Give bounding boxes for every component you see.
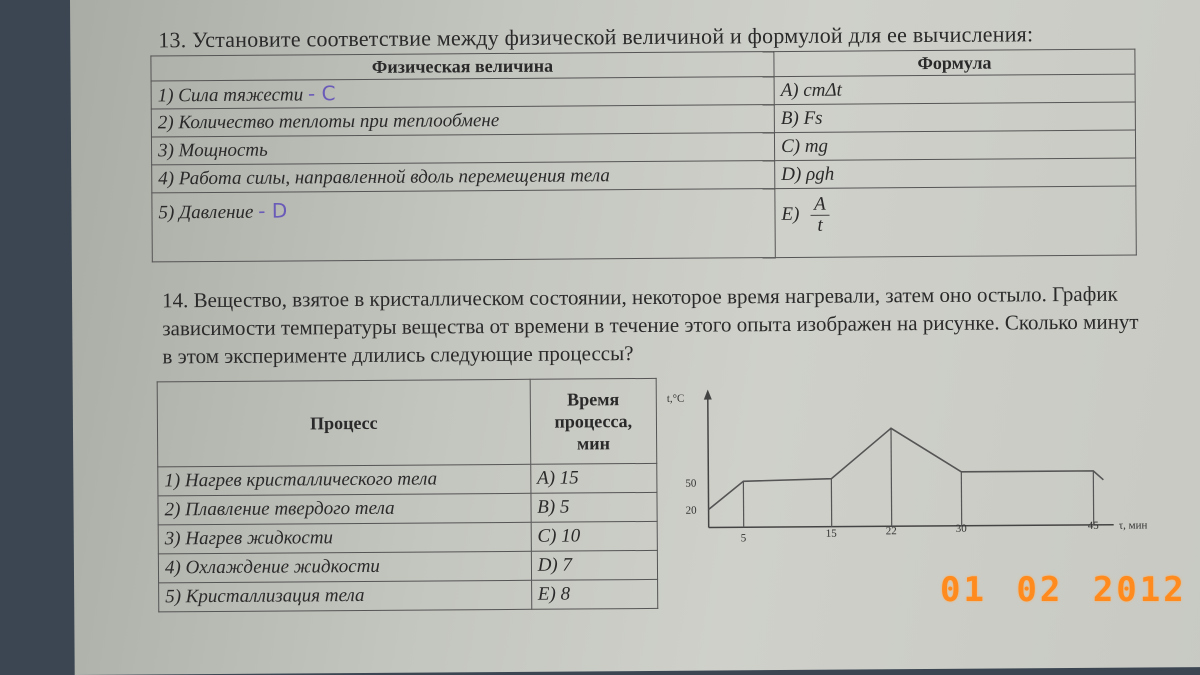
table-row <box>159 579 658 611</box>
table-row <box>158 550 657 582</box>
time-cell: D) 7 <box>531 550 657 580</box>
fraction-numerator: A <box>810 195 830 216</box>
drop-line <box>891 428 892 526</box>
process-cell: 3) Нагрев жидкости <box>158 522 531 554</box>
x-axis-label: τ, мин <box>1118 519 1148 532</box>
y-axis-arrow <box>704 390 712 400</box>
temperature-curve <box>708 427 1104 510</box>
question-14-text: 14. Вещество, взятое в кристаллическом состоянии, некоторое время нагревали, затем оно остыло. График зависимости температуры вещества от времени в течение этого опыта изображен на рисунке. Сколько минут в этом эксперименте длились следующие процессы? <box>162 281 1139 369</box>
time-cell: C) 10 <box>531 521 657 551</box>
formula-cell: B) Fs <box>774 102 1135 133</box>
temperature-time-graph <box>663 384 1164 547</box>
x-tick-label: 30 <box>955 522 967 535</box>
quantity-cell: 3) Мощность <box>151 133 774 165</box>
fraction <box>810 195 830 236</box>
question-13-table <box>150 49 1136 263</box>
process-cell: 2) Плавление твердого тела <box>158 493 531 525</box>
process-cell: 5) Кристаллизация тела <box>159 580 532 612</box>
quantity-cell: 1) Сила тяжести - C <box>151 77 774 109</box>
x-tick-label: 45 <box>1087 519 1099 532</box>
quantity-cell: 5) Давление - D <box>152 189 775 262</box>
camera-date-stamp: 01 02 2012 <box>940 570 1187 610</box>
col-quantity-header: Физическая величина <box>151 52 774 81</box>
table-row <box>158 521 657 553</box>
formula-cell: E) $\frac{A}{t}$ <box>775 186 1136 258</box>
time-cell: B) 5 <box>531 492 657 522</box>
handwritten-answer: - C <box>307 81 336 106</box>
formula-cell: A) cmΔt <box>774 74 1135 105</box>
process-cell: 1) Нагрев кристаллического тела <box>158 464 531 496</box>
col-process-header: Процесс <box>157 379 530 467</box>
y-tick-label: 20 <box>685 504 697 517</box>
handwritten-answer: - D <box>258 198 288 223</box>
process-cell: 4) Охлаждение жидкости <box>158 551 531 583</box>
y-tick-label: 50 <box>685 477 697 490</box>
quantity-cell: 4) Работа силы, направленной вдоль перемещения тела <box>152 161 775 193</box>
formula-cell: D) ρgh <box>775 158 1136 189</box>
x-axis <box>709 525 1114 528</box>
time-cell: E) 8 <box>531 579 657 609</box>
formula-cell: C) mg <box>774 130 1135 161</box>
col-formula-header: Формула <box>774 49 1135 77</box>
x-tick-label: 5 <box>740 532 747 545</box>
table-row <box>152 186 1136 262</box>
quantity-cell: 2) Количество теплоты при теплообмене <box>151 105 774 137</box>
time-cell: A) 15 <box>530 463 656 493</box>
table-row <box>158 492 657 524</box>
y-axis <box>708 396 709 528</box>
x-tick-label: 15 <box>825 527 837 540</box>
col-time-header: Время процесса, мин <box>530 378 657 464</box>
question-14-table <box>157 378 659 612</box>
question-13-title: 13. Установите соответствие между физической величиной и формулой для ее вычисления: <box>158 21 1034 53</box>
fraction-denominator: t <box>817 214 823 236</box>
x-tick-label: 22 <box>885 525 897 538</box>
table-row <box>158 463 657 495</box>
y-axis-label: t,°C <box>666 392 685 405</box>
